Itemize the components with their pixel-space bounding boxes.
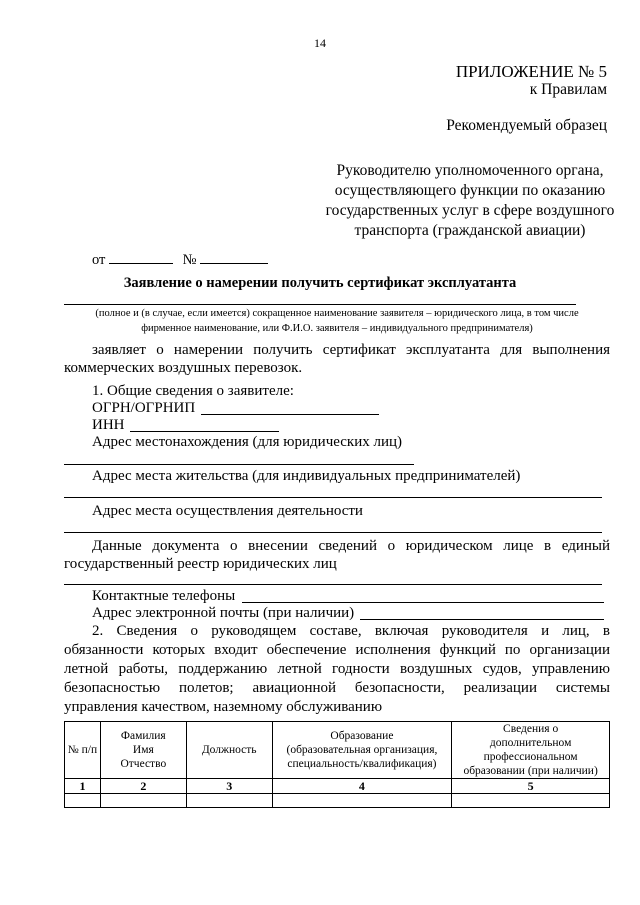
applicant-name-hint	[64, 306, 610, 336]
registry-field[interactable]	[64, 584, 602, 585]
header-extra-line: профессиональном	[483, 751, 578, 763]
column-number: 1	[65, 779, 101, 794]
document-title: Заявление о намерении получить сертификат эксплуатанта	[123, 275, 517, 291]
hint-line: фирменное наименование, или Ф.И.О. заявителя – индивидуального предпринимателя)	[141, 323, 533, 334]
appendix-title: ПРИЛОЖЕНИЕ № 5	[455, 62, 607, 81]
applicant-name-field[interactable]	[64, 304, 576, 305]
number-label: №	[182, 252, 197, 268]
header-fio-line: Имя	[132, 744, 154, 756]
email-field[interactable]	[360, 619, 604, 620]
section2-text	[64, 622, 610, 717]
management-table	[64, 721, 610, 808]
column-number: 3	[186, 779, 272, 794]
email-label: Адрес электронной почты (при наличии)	[92, 605, 355, 621]
table-header-row	[65, 722, 610, 779]
addressee-line: осуществляющего функции по оказанию	[334, 182, 606, 199]
inn-field[interactable]	[130, 431, 279, 432]
phones-label: Контактные телефоны	[92, 588, 236, 604]
header-extra-line: Сведения о	[503, 723, 559, 735]
header-extra-line: дополнительном	[489, 737, 572, 749]
declaration-line: коммерческих воздушных перевозок.	[64, 360, 303, 376]
addressee-line: государственных услуг в сфере воздушного	[325, 202, 615, 219]
recommended-sample-label: Рекомендуемый образец	[446, 117, 607, 134]
header-position: Должность	[186, 722, 272, 779]
section1-heading: 1. Общие сведения о заявителе:	[92, 383, 294, 399]
header-fio	[100, 722, 186, 779]
residence-address-field[interactable]	[64, 497, 602, 498]
ogrn-label: ОГРН/ОГРНИП	[92, 400, 196, 416]
header-education-line: Образование	[330, 730, 394, 742]
column-number: 2	[100, 779, 186, 794]
header-extra-education	[452, 722, 610, 779]
table-cell[interactable]	[100, 794, 186, 808]
legal-address-label: Адрес местонахождения (для юридических лиц)	[92, 434, 403, 450]
addressee-line: Руководителю уполномоченного органа,	[336, 162, 604, 179]
date-field[interactable]	[109, 250, 173, 264]
header-education-line: специальность/квалификация)	[287, 758, 437, 770]
header-fio-line: Фамилия	[120, 730, 166, 742]
header-num: № п/п	[65, 722, 101, 779]
section2-line: обязанности которых входит обеспечение исполнения функций по организации	[64, 642, 610, 658]
addressee-block	[300, 161, 640, 241]
table-row	[65, 794, 610, 808]
column-number: 5	[452, 779, 610, 794]
residence-address-label: Адрес места жительства (для индивидуальных предпринимателей)	[92, 468, 521, 484]
table-cell[interactable]	[186, 794, 272, 808]
section2-line: управления качеством, наземному обслуживанию	[64, 699, 383, 715]
declaration-line: заявляет о намерении получить сертификат эксплуатанта для выполнения	[92, 342, 610, 358]
section2-line: 2. Сведения о руководящем составе, включая руководителя и лиц, в	[92, 623, 610, 639]
registry-text	[64, 537, 610, 556]
inn-label: ИНН	[92, 417, 125, 433]
page-number: 14	[314, 36, 326, 50]
header-fio-line: Отчество	[120, 758, 167, 770]
activity-address-field[interactable]	[64, 532, 602, 533]
column-number: 4	[272, 779, 452, 794]
declaration-text	[64, 341, 610, 360]
column-number-row	[65, 779, 610, 794]
registry-line: Данные документа о внесении сведений о юридическом лице в единый	[92, 538, 610, 554]
activity-address-label: Адрес места осуществления деятельности	[92, 503, 363, 519]
hint-line: (полное и (в случае, если имеется) сокращенное наименование заявителя – юридического лица, в том числе	[95, 308, 579, 319]
table-cell[interactable]	[272, 794, 452, 808]
section2-line: летной работы, поддержанию летной годности воздушных судов, управлению	[64, 661, 610, 677]
number-field[interactable]	[200, 250, 268, 264]
table-cell[interactable]	[65, 794, 101, 808]
section2-line: безопасностью полетов; авиационной безопасности, реализации системы	[64, 680, 610, 696]
appendix-subtitle: к Правилам	[529, 81, 607, 98]
header-extra-line: образовании (при наличии)	[463, 765, 598, 777]
ogrn-field[interactable]	[201, 414, 379, 415]
table-cell[interactable]	[452, 794, 610, 808]
phones-field[interactable]	[242, 602, 604, 603]
from-number-line	[92, 250, 268, 269]
header-education-line: (образовательная организация,	[286, 744, 438, 756]
from-label: от	[92, 252, 106, 268]
registry-line: государственный реестр юридических лиц	[64, 556, 337, 572]
legal-address-field[interactable]	[64, 464, 414, 465]
addressee-line: транспорта (гражданской авиации)	[354, 222, 586, 239]
header-education	[272, 722, 452, 779]
